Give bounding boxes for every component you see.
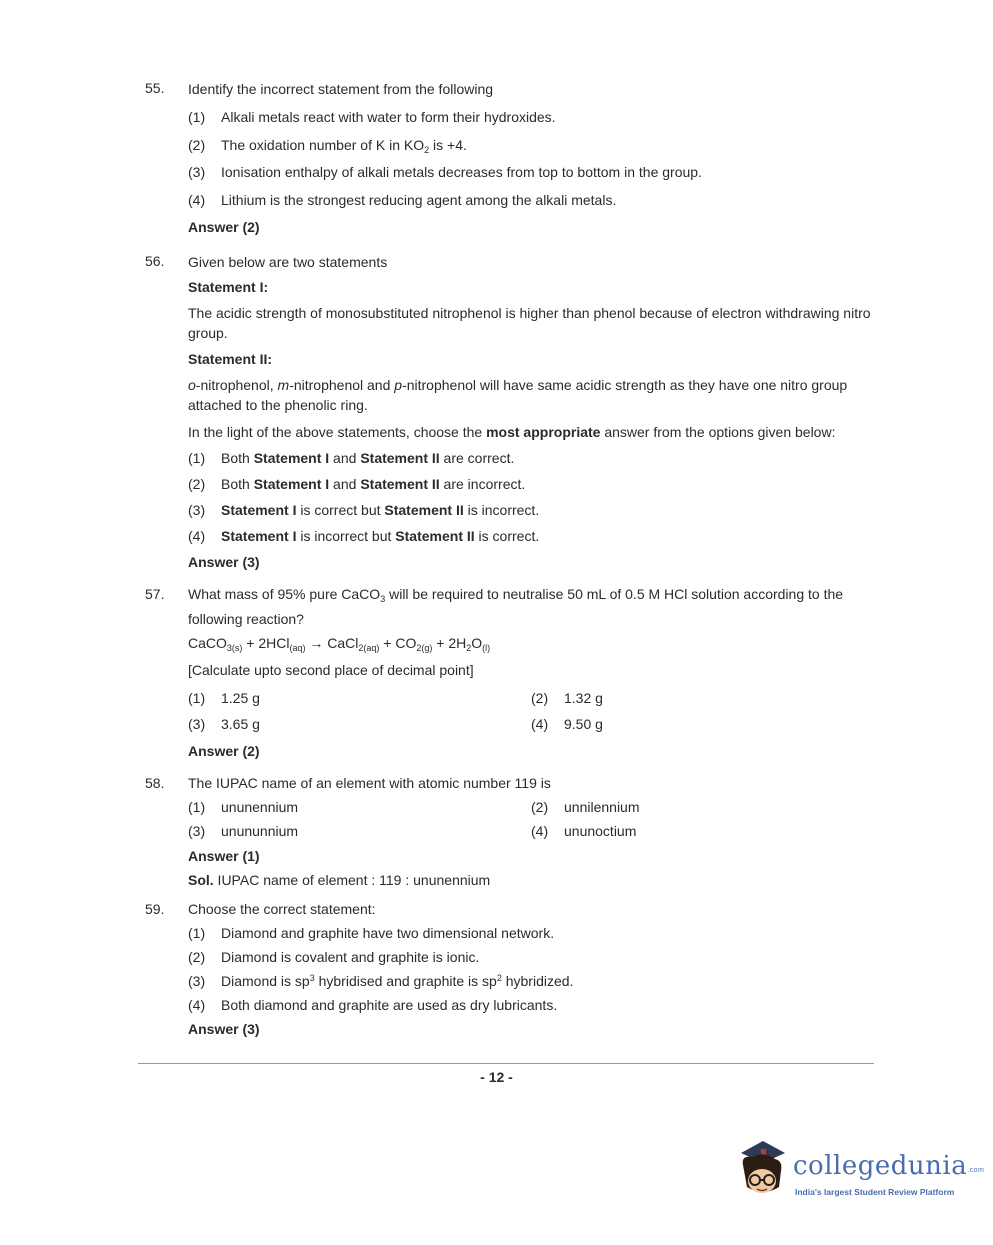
- statement-1-text: The acidic strength of monosubstituted nitrophenol is higher than phenol because of electron withdrawing nitro group.: [188, 305, 871, 341]
- question-number: 59.: [145, 901, 165, 917]
- option-2: (2) 1.32 g: [531, 690, 603, 706]
- option-4: (4) 9.50 g: [531, 716, 603, 732]
- statement-2-label: Statement II:: [188, 351, 273, 367]
- option-2: (2) Diamond is covalent and graphite is ionic.: [188, 949, 480, 965]
- option-3: (3) 3.65 g: [188, 716, 260, 732]
- option-4: (4) ununoctium: [531, 823, 637, 839]
- option-1: (1) Diamond and graphite have two dimensional network.: [188, 925, 555, 941]
- question-number: 55.: [145, 80, 165, 96]
- question-number: 56.: [145, 253, 165, 269]
- question-text: Choose the correct statement:: [188, 901, 376, 917]
- chemical-equation: CaCO$_{3(s)}$ + 2HCl$_{(aq)}$ → CaCl$_{2(aq)}$ + $CO_{2(g)} + 2H_2O_{(l)}$: [188, 635, 491, 653]
- instruction: In the light of the above statements, choose the most appropriate answer from the options given below:: [188, 424, 836, 440]
- option-1: (1) Alkali metals react with water to form their hydroxides.: [188, 109, 556, 125]
- answer: Answer (2): [188, 743, 260, 759]
- page-number: - 12 -: [480, 1069, 513, 1085]
- option-3: (3) Diamond is $sp^3$ hybridised and graphite is $sp^2$ hybridized.: [188, 973, 574, 989]
- option-3: (3) Statement I is correct but Statement II is incorrect.: [188, 502, 540, 518]
- option-2: (2) unnilennium: [531, 799, 640, 815]
- option-4: (4) Both diamond and graphite are used as dry lubricants.: [188, 997, 558, 1013]
- question-number: 58.: [145, 775, 165, 791]
- option-1: (1) 1.25 g: [188, 690, 260, 706]
- note: [Calculate upto second place of decimal point]: [188, 662, 474, 678]
- brand-tagline: India's largest Student Review Platform: [795, 1187, 955, 1197]
- footer-divider: [138, 1063, 874, 1064]
- answer: Answer (3): [188, 554, 260, 570]
- option-4: (4) Statement I is incorrect but Statement II is correct.: [188, 528, 540, 544]
- option-1: (1) ununennium: [188, 799, 299, 815]
- answer: Answer (3): [188, 1021, 260, 1037]
- question-text: The IUPAC name of an element with atomic number 119 is: [188, 775, 551, 791]
- solution: Sol. IUPAC name of element : 119 : ununennium: [188, 872, 491, 888]
- question-text: Given below are two statements: [188, 254, 388, 270]
- brand-name: collegedunia.com: [793, 1151, 985, 1181]
- question-text: What mass of 95% pure CaCO$_3$ will be required to neutralise 50 mL of 0.5 M HCl solution according to the following reaction?: [188, 586, 844, 627]
- statement-1-label: Statement I:: [188, 279, 269, 295]
- answer: Answer (1): [188, 848, 260, 864]
- option-3: (3) unununnium: [188, 823, 299, 839]
- statement-2-text: o-nitrophenol, m-nitrophenol and p-nitrophenol will have same acidic strength as they have one nitro group attached to the phenolic ring.: [188, 377, 848, 413]
- option-2: (2) The oxidation number of K in $KO_2$ is +4.: [188, 137, 467, 155]
- option-1: (1) Both Statement I and Statement II are correct.: [188, 450, 515, 466]
- question-number: 57.: [145, 586, 165, 602]
- option-4: (4) Lithium is the strongest reducing agent among the alkali metals.: [188, 192, 617, 208]
- option-3: (3) Ionisation enthalpy of alkali metals decreases from top to bottom in the group.: [188, 164, 702, 180]
- option-2: (2) Both Statement I and Statement II are incorrect.: [188, 476, 526, 492]
- question-text: Identify the incorrect statement from the following: [188, 81, 494, 97]
- answer: Answer (2): [188, 219, 260, 235]
